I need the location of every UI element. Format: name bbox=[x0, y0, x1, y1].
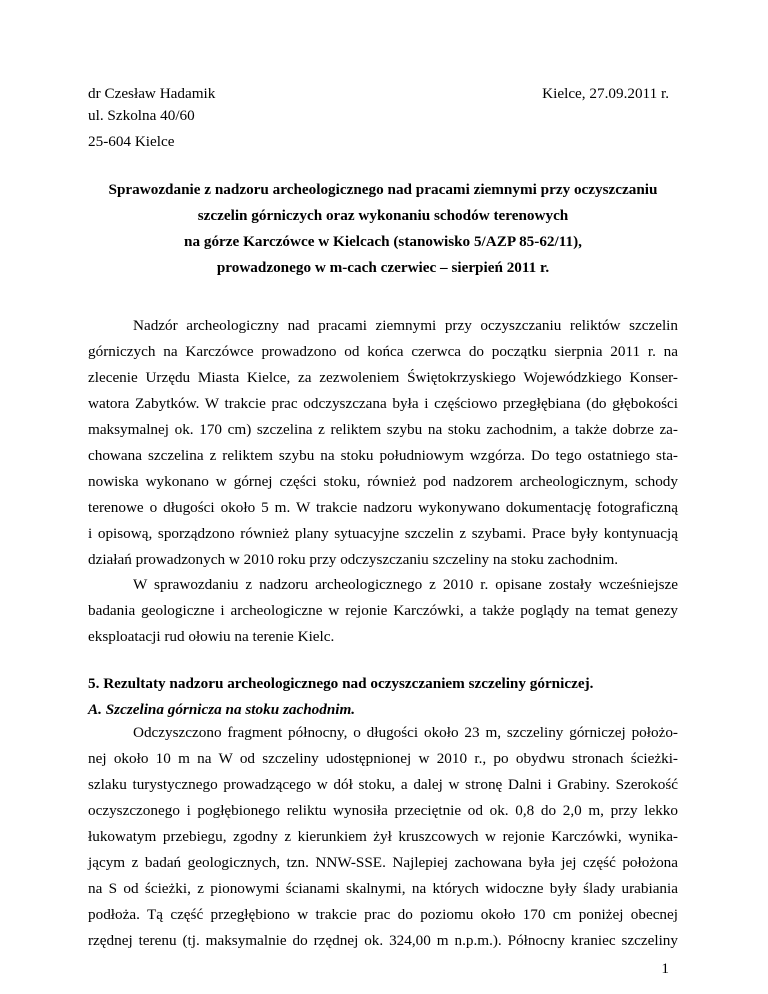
paragraph2-line: badania geologiczne i archeologiczne w rejonie Karczówki, a także poglądy na temat genezy bbox=[88, 602, 678, 619]
paragraph3-line: łukowatym przebiegu, zgodny z kierunkiem żył kruszcowych w rejonie Karczówki, wynika- bbox=[88, 828, 678, 845]
paragraph1-line: górniczych na Karczówce prowadzono od końca czerwca do początku sierpnia 2011 r. na bbox=[88, 343, 678, 360]
sender-name: dr Czesław Hadamik bbox=[88, 85, 216, 102]
paragraph1-line: działań prowadzonych w 2010 roku przy odczyszczaniu szczeliny na stoku zachodnim. bbox=[88, 551, 619, 568]
paragraph3-line: nej około 10 m na W od szczeliny udostępnionej w 2010 r., po obydwu stronach ścieżki- bbox=[88, 750, 678, 767]
sender-city: 25-604 Kielce bbox=[88, 133, 175, 150]
subsection-heading: A. Szczelina górnicza na stoku zachodnim. bbox=[88, 701, 356, 718]
paragraph2-line: W sprawozdaniu z nadzoru archeologicznego z 2010 r. opisane zostały wcześniejsze bbox=[133, 576, 678, 593]
paragraph1-line: terenowe o długości około 5 m. W trakcie nadzoru wykonywano dokumentację fotograficzną bbox=[88, 499, 678, 516]
paragraph3-line: szlaku turystycznego prowadzącego w dół stoku, a dalej w stronę Dalni i Grabiny. Szerokość bbox=[88, 776, 678, 793]
paragraph3-line: podłoża. Tą część przegłębiono w trakcie prac do poziomu około 170 cm poniżej obecnej bbox=[88, 906, 678, 923]
paragraph1-line: Nadzór archeologiczny nad pracami ziemnymi przy oczyszczaniu reliktów szczelin bbox=[133, 317, 678, 334]
title-line-4: prowadzonego w m-cach czerwiec – sierpień 2011 r. bbox=[216, 259, 550, 276]
paragraph1-line: maksymalnej ok. 170 cm) szczelina z reliktem szybu na stoku zachodnim, a także dobrze za- bbox=[88, 421, 678, 438]
title-line-3: na górze Karczówce w Kielcach (stanowisko 5/AZP 85-62/11), bbox=[184, 233, 582, 250]
sender-street: ul. Szkolna 40/60 bbox=[88, 107, 195, 124]
paragraph1-line: chowana szczelina z reliktem szybu na stoku południowym wzgórza. Do tego ostatniego sta- bbox=[88, 447, 678, 464]
paragraph3-line: rzędnej terenu (tj. maksymalnie do rzędnej ok. 324,00 m n.p.m.). Północny kraniec szczeliny bbox=[88, 932, 678, 949]
paragraph1-line: nowiska wykonano w górnej części stoku, również pod nadzorem archeologicznym, schody bbox=[88, 473, 678, 490]
page-number: 1 bbox=[661, 960, 669, 977]
paragraph1-line: watora Zabytków. W trakcie prac odczyszczana była i częściowo przegłębiana (do głębokości bbox=[88, 395, 678, 412]
paragraph1-line: i opisową, sporządzono również plany sytuacyjne szczelin z szybami. Prace były kontynuacją bbox=[88, 525, 678, 542]
paragraph1-line: zlecenie Urzędu Miasta Kielce, za zezwoleniem Świętokrzyskiego Wojewódzkiego Konser- bbox=[88, 369, 678, 386]
section-heading: 5. Rezultaty nadzoru archeologicznego nad oczyszczaniem szczeliny górniczej. bbox=[88, 675, 594, 692]
paragraph3-line: na S od ścieżki, z pionowymi ścianami skalnymi, na których widoczne były ślady urabiania bbox=[88, 880, 678, 897]
title-line-1: Sprawozdanie z nadzoru archeologicznego nad pracami ziemnymi przy oczyszczaniu bbox=[108, 181, 658, 198]
title-line-2: szczelin górniczych oraz wykonaniu schodów terenowych bbox=[197, 207, 569, 224]
paragraph2-line: eksploatacji rud ołowiu na terenie Kielc. bbox=[88, 628, 335, 645]
paragraph3-line: oczyszczonego i pogłębionego reliktu wynosiła przeciętnie od ok. 0,8 do 2,0 m, przy lekko bbox=[88, 802, 678, 819]
place-date: Kielce, 27.09.2011 r. bbox=[542, 85, 669, 102]
paragraph3-line: jącym z badań geologicznych, tzn. NNW-SSE. Najlepiej zachowana była jej część położona bbox=[88, 854, 678, 871]
paragraph3-line: Odczyszczono fragment północny, o długości około 23 m, szczeliny górniczej położo- bbox=[133, 724, 678, 741]
